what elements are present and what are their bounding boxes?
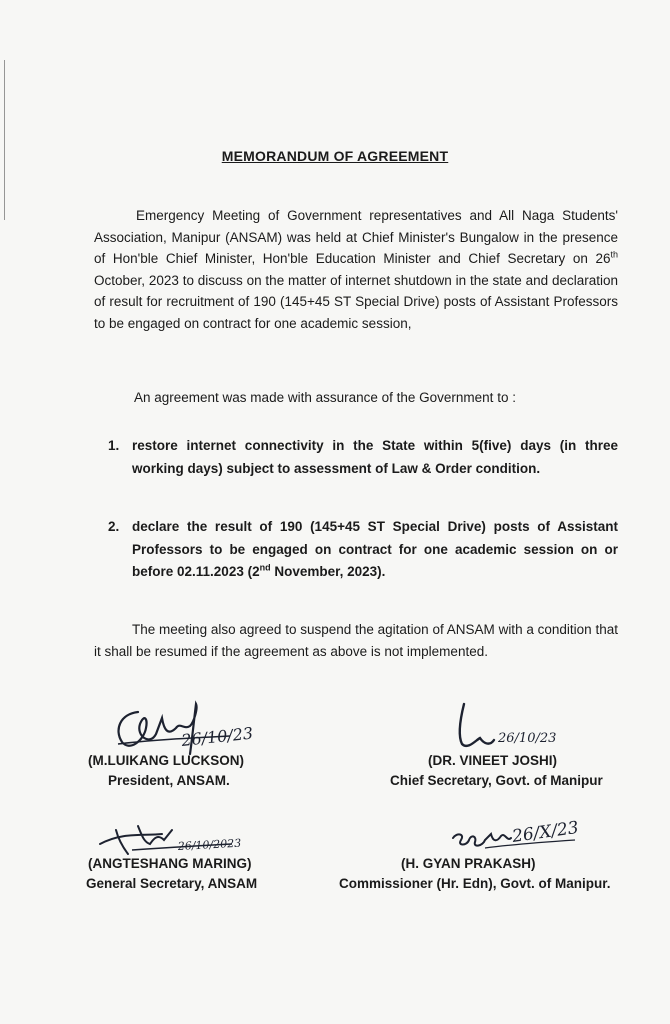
item-text-after: November, 2023). [270, 564, 386, 579]
signatory-name: (ANGTESHANG MARING) [88, 856, 252, 871]
agreement-item-1 [108, 435, 618, 480]
agreement-lead: An agreement was made with assurance of the Government to : [134, 390, 516, 405]
intro-date-suffix: th [610, 249, 618, 260]
item-text: restore internet connectivity in the State within 5(five) days (in three working days) subject to assessment of Law & Order condition. [132, 438, 618, 476]
closing-paragraph: The meeting also agreed to suspend the agitation of ANSAM with a condition that it shall be resumed if the agreement as above is not implemented. [94, 622, 618, 659]
signature-date-1: 26/10/23 [180, 723, 254, 750]
document-title: MEMORANDUM OF AGREEMENT [221, 148, 449, 164]
signature-date-3: 26/10/2023 [177, 836, 242, 853]
signatory-joshi [390, 751, 603, 791]
signatory-luckson [88, 751, 244, 791]
signatory-name: (M.LUIKANG LUCKSON) [88, 753, 244, 768]
item-date-suffix: nd [259, 562, 271, 573]
signatory-role: Commissioner (Hr. Edn), Govt. of Manipur. [339, 876, 611, 891]
signatory-role: President, ANSAM. [108, 773, 230, 788]
intro-text-part2: October, 2023 to discuss on the matter of internet shutdown in the state and declaration of result for recruitment of 190 (145+45 ST Special Drive) posts of Assistant Professors to be engaged on contract for one academic session, [94, 272, 618, 331]
signature-prakash [445, 812, 595, 858]
signatory-name: (H. GYAN PRAKASH) [401, 856, 536, 871]
item-number: 2. [108, 519, 120, 534]
signatory-maring [86, 854, 257, 894]
signatory-prakash [339, 854, 611, 894]
signatory-role: Chief Secretary, Govt. of Manipur [390, 773, 603, 788]
intro-paragraph [94, 205, 618, 335]
signature-date-4: 26/X/23 [510, 817, 580, 847]
signatory-name: (DR. VINEET JOSHI) [428, 753, 558, 768]
scan-edge-line [4, 60, 5, 220]
agreement-item-2 [108, 516, 618, 584]
item-text [132, 516, 618, 584]
signature-date-2: 26/10/23 [498, 731, 557, 746]
intro-text-part1: Emergency Meeting of Government representatives and All Naga Students' Association, Manipur (ANSAM) was held at Chief Minister's Bungalow in the presence of Hon'ble Chief Minister, Hon'ble Education Minister and Chief Secretary on 26 [94, 208, 618, 267]
item-text-before: declare the result of 190 (145+45 ST Special Drive) posts of Assistant Professors to be engaged on contract for one academic session on or before 02.11.2023 (2 [132, 519, 618, 579]
item-number: 1. [108, 438, 120, 453]
signatory-role: General Secretary, ANSAM [86, 876, 258, 891]
